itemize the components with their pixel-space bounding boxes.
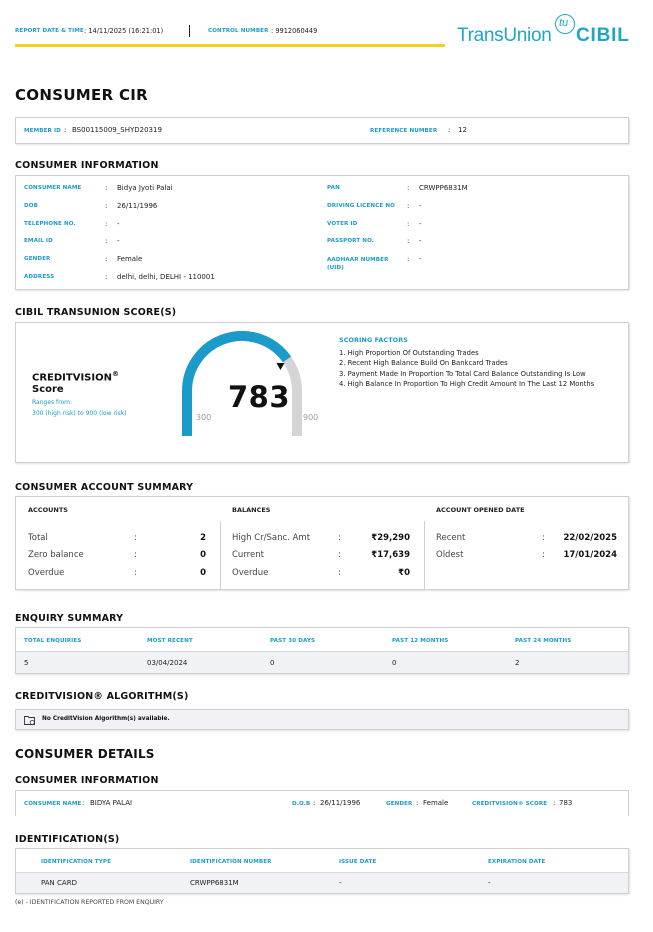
field-value: - [419,255,422,263]
gauge-pointer-icon [276,363,284,370]
registered-mark: ® [111,370,119,378]
details-name-value: BIDYA PALAI [90,799,133,807]
field-colon: : [407,237,410,245]
field-value: - [419,237,422,245]
enquiry-value-cell: 0 [392,659,397,667]
identification-cell: - [488,879,491,887]
identification-cell: - [339,879,342,887]
reference-number-label: REFERENCE NUMBER [370,128,438,134]
field-label: GENDER [24,256,51,262]
member-id-colon: : [64,126,67,134]
balances-row-colon: : [338,533,341,543]
score-box [15,322,629,463]
field-colon: : [105,237,108,245]
range-line-1: Ranges from: [32,399,73,406]
field-label: PASSPORT NO. [327,238,375,244]
details-gender-colon: : [416,799,419,807]
field-label: TELEPHONE NO. [24,221,76,227]
accounts-title: ACCOUNTS [28,506,68,514]
balances-row-label: Current [232,550,264,560]
opened-row-colon: : [542,550,545,560]
details-dob-value: 26/11/1996 [320,799,361,807]
field-colon: : [407,202,410,210]
opened-row-value: 22/02/2025 [563,533,617,543]
balances-row-value: ₹17,639 [371,550,410,560]
field-colon: : [105,184,108,192]
consumer-details-subheading: CONSUMER INFORMATION [15,775,159,786]
enquiry-value-cell: 5 [24,659,29,667]
transunion-cibil-logo [457,14,632,50]
field-label: DOB [24,203,38,209]
enquiry-summary-heading: ENQUIRY SUMMARY [15,613,124,624]
consumer-details-heading: CONSUMER DETAILS [15,747,155,761]
member-id-label: MEMBER ID [24,128,61,134]
summary-header-band [16,497,628,521]
details-score-label: CREDITVISION® SCORE [472,801,548,807]
details-dob-label: D.O.B [292,801,311,807]
folder-search-icon [24,715,36,726]
balances-row-value: ₹0 [398,568,410,578]
member-box [15,117,629,144]
accounts-row-label: Overdue [28,568,65,578]
accounts-row-value: 0 [200,550,206,560]
cibil-score-heading: CIBIL TRANSUNION SCORE(S) [15,307,177,318]
field-colon: : [105,273,108,281]
accounts-row-label: Total [28,533,48,543]
field-value: - [419,220,422,228]
identifications-table [15,848,629,894]
field-colon: : [105,220,108,228]
field-colon: : [407,255,410,263]
balances-row-label: Overdue [232,568,269,578]
creditvision-title [32,370,119,383]
details-dob-colon: : [313,799,316,807]
field-value: delhi, delhi, DELHI - 110001 [117,273,215,281]
control-number-label: CONTROL NUMBER [208,28,269,34]
field-value: - [419,202,422,210]
details-score-colon: : [553,799,556,807]
algorithms-box [15,709,629,730]
enquiry-header-cell: PAST 24 MONTHS [515,638,572,644]
logo-cibil-text: CIBIL [576,25,630,46]
field-value: CRWPP6831M [419,184,468,192]
consumer-information-heading: CONSUMER INFORMATION [15,160,159,171]
field-label: EMAIL ID [24,238,53,244]
identification-header-row [16,849,628,873]
field-label: DRIVING LICENCE NO [327,203,396,209]
field-colon: : [407,184,410,192]
enquiry-value-cell: 03/04/2024 [147,659,188,667]
field-colon: : [105,255,108,263]
field-label: VOTER ID [327,221,358,227]
gauge-min-label: 300 [196,413,212,422]
accounts-row-label: Zero balance [28,550,84,560]
report-date-label: REPORT DATE & TIME [15,28,84,34]
opened-row-value: 17/01/2024 [563,550,617,560]
field-value: - [117,237,120,245]
report-date-value: : 14/11/2025 (16:21:01) [84,27,164,35]
identifications-heading: IDENTIFICATION(S) [15,834,120,845]
consumer-details-box [15,790,629,816]
control-number-value: : 9912060449 [271,27,318,35]
accounts-row-value: 0 [200,568,206,578]
field-value: 26/11/1996 [117,202,158,210]
identification-footnote: (e) - IDENTIFICATION REPORTED FROM ENQUIRY [15,899,164,906]
accounts-row-value: 2 [200,533,206,543]
balances-row-label: High Cr/Sanc. Amt [232,533,311,543]
identification-cell: PAN CARD [41,879,77,887]
enquiry-header-cell: MOST RECENT [147,638,193,644]
field-label: CONSUMER NAME [24,185,82,191]
reference-number-colon: : [448,126,451,134]
opened-row-colon: : [542,533,545,543]
balances-title: BALANCES [232,506,271,514]
scoring-factors-heading: SCORING FACTORS [339,336,408,344]
scoring-factor: 2. Recent High Balance Build On Bankcard Trades [339,359,508,368]
balances-row-value: ₹29,290 [371,533,410,543]
scoring-factor: 4. High Balance In Proportion To High Credit Amount In The Last 12 Months [339,379,595,388]
header-underline [15,44,445,47]
algorithms-message: No CreditVision Algorithm(s) available. [42,716,170,722]
balances-row-colon: : [338,550,341,560]
reference-number-value: 12 [458,126,467,134]
identification-header-cell: EXPIRATION DATE [488,859,546,865]
opened-row-label: Recent [436,533,466,543]
field-value: - [117,220,120,228]
consumer-information-box [15,175,629,290]
field-label: AADHAAR NUMBER (UID) [327,257,389,271]
score-value: 783 [228,380,291,414]
field-label: ADDRESS [24,274,55,280]
details-score-value: 783 [559,799,573,807]
balances-row-colon: : [338,568,341,578]
details-name-label: CONSUMER NAME [24,801,82,807]
details-right-edge [628,790,629,816]
identification-cell: CRWPP6831M [190,879,239,887]
enquiry-header-row [16,628,628,652]
score-word: Score [32,384,64,395]
account-summary-box [15,496,629,590]
header-divider [189,25,190,37]
accounts-row-colon: : [134,533,137,543]
details-gender-value: Female [423,799,449,807]
logo-transunion-text: TransUnion [457,25,552,46]
account-opened-title: ACCOUNT OPENED DATE [436,506,525,514]
enquiry-value-cell: 2 [515,659,520,667]
details-name-colon: : [82,799,85,807]
accounts-row-colon: : [134,568,137,578]
field-colon: : [105,202,108,210]
page-title: CONSUMER CIR [15,86,148,104]
creditvision-product: CREDITVISION [32,372,112,384]
field-label: PAN [327,185,340,191]
identification-header-cell: IDENTIFICATION TYPE [41,859,111,865]
enquiry-header-cell: TOTAL ENQUIRIES [24,638,82,644]
accounts-row-colon: : [134,550,137,560]
member-id-value: BS00115009_SHYD20319 [72,126,162,134]
enquiry-value-cell: 0 [270,659,275,667]
enquiry-header-cell: PAST 30 DAYS [270,638,316,644]
scoring-factors-list [339,348,617,389]
field-value: Bidya Jyoti Palai [117,184,173,192]
identification-header-cell: IDENTIFICATION NUMBER [190,859,272,865]
opened-row-label: Oldest [436,550,464,560]
algorithms-heading: CREDITVISION® ALGORITHM(S) [15,691,189,702]
scoring-factor: 3. Payment Made In Proportion To Total Card Balance Outstanding Is Low [339,369,586,378]
field-value: Female [117,255,143,263]
range-line-2: 300 (high risk) to 900 (low risk) [32,410,127,417]
details-gender-label: GENDER [386,801,413,807]
enquiry-header-cell: PAST 12 MONTHS [392,638,449,644]
scoring-factor: 1. High Proportion Of Outstanding Trades [339,349,479,357]
logo-tu-text: tu [559,17,569,29]
enquiry-value-row [16,652,628,673]
enquiry-summary-table [15,627,629,674]
identification-header-cell: ISSUE DATE [339,859,377,865]
gauge-max-label: 900 [303,413,319,422]
identification-row [16,873,628,893]
field-colon: : [407,220,410,228]
account-summary-heading: CONSUMER ACCOUNT SUMMARY [15,482,194,493]
